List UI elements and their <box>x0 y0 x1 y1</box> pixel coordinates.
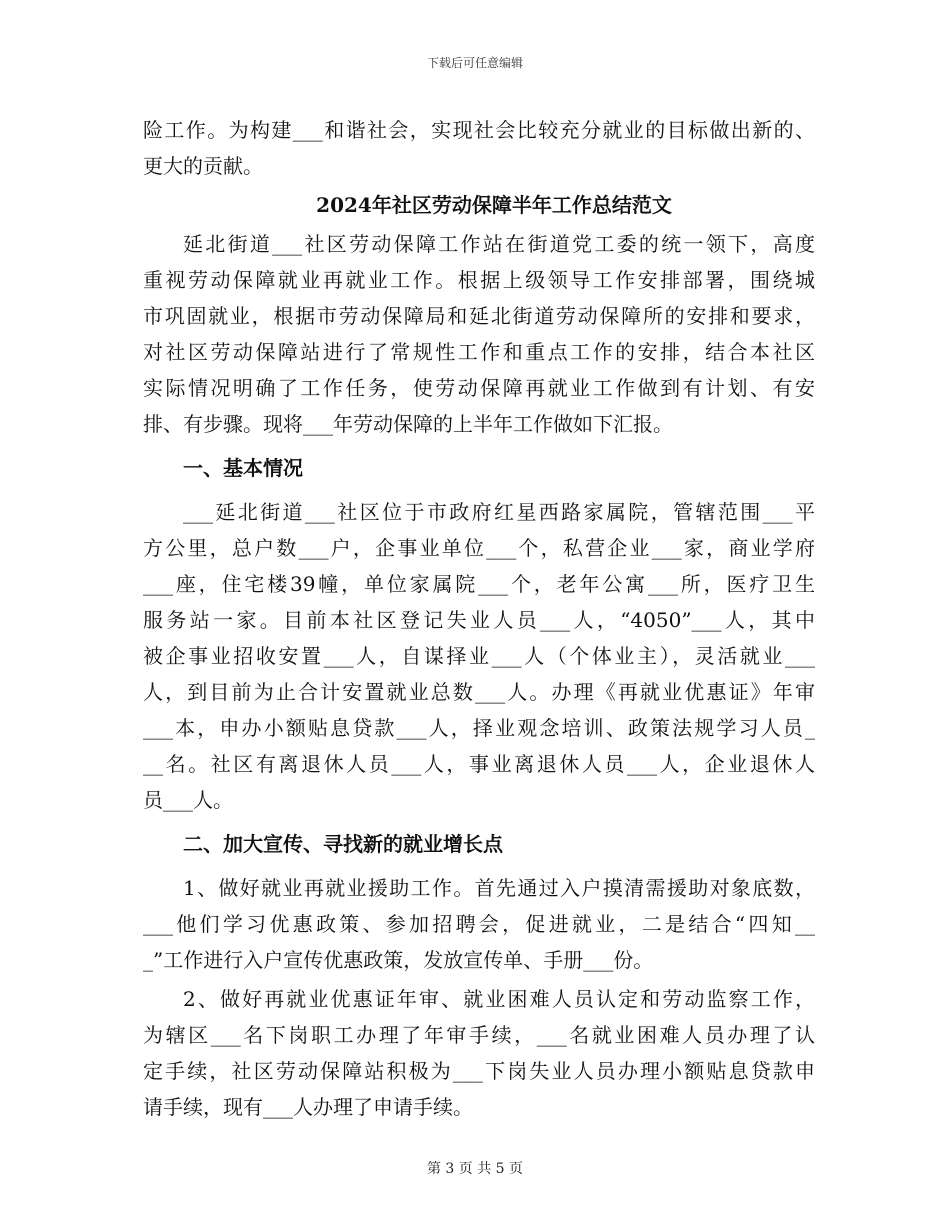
section1-line: 服务站一家。目前本社区登记失业人员___人，“4050”___人，其中 <box>143 608 815 632</box>
section2-p2-line: 2、做好再就业优惠证年审、就业困难人员认定和劳动监察工作， <box>183 987 815 1011</box>
section1-line: 方公里，总户数___户，企事业单位___个，私营企业___家，商业学府 <box>143 536 815 560</box>
page-footer: 第 3 页 共 5 页 <box>426 1161 524 1177</box>
section2-p2-line: 请手续，现有___人办理了申请手续。 <box>143 1095 473 1119</box>
intro-line: 重视劳动保障就业再就业工作。根据上级领导工作安排部署，围绕城 <box>143 268 815 292</box>
section2-p1-line: 1、做好就业再就业援助工作。首先通过入户摸清需援助对象底数， <box>183 876 815 900</box>
intro-line: 排、有步骤。现将___年劳动保障的上半年工作做如下汇报。 <box>143 412 673 436</box>
section1-line: ___延北街道___社区位于市政府红星西路家属院，管辖范围___平 <box>183 500 815 524</box>
section1-line: ___本，申办小额贴息贷款___人，择业观念培训、政策法规学习人员_ <box>143 716 815 740</box>
section1-line: 人，到目前为止合计安置就业总数___人。办理《再就业优惠证》年审 <box>143 680 815 704</box>
section-heading-promotion: 二、加大宣传、寻找新的就业增长点 <box>183 832 503 856</box>
page-header: 下载后可任意编辑 <box>426 56 523 70</box>
prev-paragraph-line: 险工作。为构建___和谐社会，实现社会比较充分就业的目标做出新的、 <box>143 118 815 142</box>
intro-line: 延北街道___社区劳动保障工作站在街道党工委的统一领下，高度 <box>183 232 815 256</box>
prev-paragraph-line: 更大的贡献。 <box>143 154 263 178</box>
section-heading-basic: 一、基本情况 <box>183 456 303 480</box>
section1-line: 被企事业招收安置___人，自谋择业___人（个体业主），灵活就业___ <box>143 644 815 668</box>
section1-line: ___座，住宅楼39幢，单位家属院___个，老年公寓___所，医疗卫生 <box>143 572 815 596</box>
intro-line: 实际情况明确了工作任务，使劳动保障再就业工作做到有计划、有安 <box>143 376 815 400</box>
section1-line: __名。社区有离退休人员___人，事业离退休人员___人，企业退休人 <box>143 752 815 776</box>
section2-p2-line: 为辖区___名下岗职工办理了年审手续，___名就业困难人员办理了认 <box>143 1023 815 1047</box>
section2-p1-line: ___他们学习优惠政策、参加招聘会，促进就业，二是结合“四知__ <box>143 912 815 936</box>
section2-p2-line: 定手续，社区劳动保障站积极为___下岗失业人员办理小额贴息贷款申 <box>143 1059 815 1083</box>
intro-line: 市巩固就业，根据市劳动保障局和延北街道劳动保障所的安排和要求， <box>143 304 815 328</box>
document-body <box>143 112 815 1125</box>
document-title: 2024年社区劳动保障半年工作总结范文 <box>316 193 672 217</box>
intro-line: 对社区劳动保障站进行了常规性工作和重点工作的安排，结合本社区 <box>143 340 815 364</box>
section2-p1-line: _”工作进行入户宣传优惠政策，发放宣传单、手册___份。 <box>143 948 654 972</box>
section1-line: 员___人。 <box>143 788 233 812</box>
